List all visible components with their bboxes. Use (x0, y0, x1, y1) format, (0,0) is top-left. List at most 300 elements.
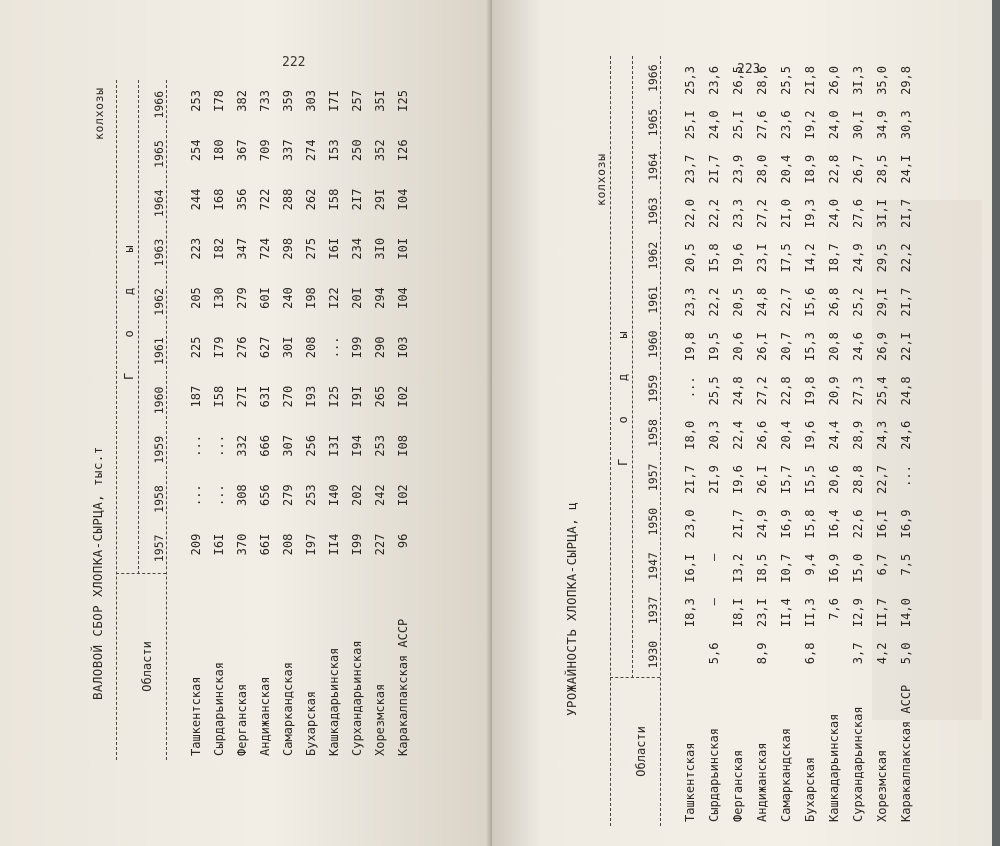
year-header: 1962 (646, 241, 660, 270)
table-cell: 3I0 (372, 237, 387, 260)
table-cell: 24,6 (899, 420, 913, 450)
table-cell: ... (899, 465, 913, 487)
table-cell: I6,I (683, 553, 697, 583)
region-name: Андижанская (755, 742, 769, 822)
yield-table (634, 56, 918, 826)
region-name: Бухарская (303, 690, 318, 756)
year-header: 1958 (646, 419, 660, 447)
table-cell: 24,9 (755, 509, 769, 539)
table-cell: 265 (372, 385, 387, 408)
year-header: 1960 (152, 386, 166, 415)
table-cell: 656 (257, 484, 272, 507)
table-cell: 724 (257, 237, 272, 260)
table-cell: 262 (303, 188, 318, 211)
table-cell: 223 (188, 237, 203, 260)
table-cell: 20,6 (731, 332, 745, 361)
table-cell: 28,6 (755, 66, 769, 95)
table-cell: 627 (257, 336, 272, 359)
table-cell: 20,5 (683, 243, 697, 273)
year-header: 1965 (646, 108, 660, 137)
table-cell: 24,3 (875, 420, 889, 450)
table-cell: 279 (280, 484, 295, 507)
left-page (0, 0, 492, 846)
table-cell: 370 (234, 533, 249, 556)
table-cell: 2I,9 (707, 465, 721, 495)
table-cell: 35I (372, 90, 387, 112)
table-cell: 24,6 (851, 332, 865, 361)
table-row (678, 56, 702, 826)
table-cell: 26,I (755, 332, 769, 361)
group-header: Г о д ы (616, 317, 630, 466)
table-cell: 20I (349, 287, 364, 309)
table-cell: 337 (280, 139, 295, 162)
table-cell: I3I (326, 435, 341, 457)
table-cell: 26,5 (731, 66, 745, 95)
table-cell: I26 (395, 139, 410, 162)
table-cell: 2I,7 (683, 465, 697, 495)
table-cell: I8,9 (803, 154, 817, 184)
region-name: Сырдарьинская (707, 728, 721, 822)
table-cell: I8,7 (827, 243, 841, 273)
rule-top (116, 80, 117, 760)
table-cell: 20,4 (779, 154, 793, 184)
year-header: 1961 (152, 337, 166, 365)
table-cell: 26,8 (827, 287, 841, 317)
region-name: Ферганская (234, 683, 249, 756)
table-cell: 307 (280, 435, 295, 457)
table-cell: 26,7 (851, 154, 865, 184)
table-cell: I6,4 (827, 509, 841, 539)
table-cell: I9,6 (803, 420, 817, 450)
year-header: 1966 (152, 90, 166, 119)
table-cell: I94 (349, 435, 364, 457)
table-cell: 24,9 (851, 243, 865, 273)
table-row (253, 80, 276, 760)
table-cell (678, 633, 702, 677)
right-table-block (540, 46, 990, 826)
table-cell: 276 (234, 336, 249, 359)
table-cell: 275 (303, 237, 318, 260)
table-cell: ... (211, 435, 226, 457)
table-cell: I6,I (875, 509, 889, 539)
table-cell: 352 (372, 139, 387, 162)
table-cell: 25,I (731, 110, 745, 140)
table-cell: 25,5 (779, 66, 793, 95)
left-table-block (82, 60, 412, 760)
table-cell: 20,3 (707, 420, 721, 450)
table-cell: 733 (257, 90, 272, 112)
table-cell: 294 (372, 287, 387, 309)
year-header: 1937 (646, 596, 660, 625)
table-cell: I6,9 (827, 553, 841, 583)
table-cell: 6,8 (803, 642, 817, 665)
table-cell: II,3 (803, 598, 817, 628)
table-cell: 2I,8 (803, 66, 817, 95)
table-cell: 208 (303, 336, 318, 359)
table-cell (774, 633, 798, 677)
table-cell: 27,3 (851, 376, 865, 406)
harvest-table (140, 80, 414, 760)
unit-note: колхозы (92, 87, 106, 140)
year-header: 1950 (646, 507, 660, 536)
table-cell: 24,0 (707, 110, 721, 140)
table-cell: I9,8 (803, 376, 817, 406)
year-header: 1964 (646, 153, 660, 181)
table-cell: I9,6 (731, 465, 745, 495)
year-header: 1962 (152, 288, 166, 316)
table-cell: 270 (280, 385, 295, 408)
table-cell: 22,6 (851, 509, 865, 539)
table-cell: 28,5 (875, 154, 889, 184)
table-row (726, 56, 750, 826)
table-cell: 7,6 (827, 598, 841, 620)
year-header: 1959 (646, 374, 660, 403)
table-row (702, 56, 726, 826)
table-cell: 20,4 (779, 420, 793, 450)
table-cell: 22,8 (827, 154, 841, 184)
table-cell: 27,6 (755, 110, 769, 140)
table-cell: I22 (326, 287, 341, 309)
table-cell: I6I (211, 533, 226, 556)
table-cell: I9,3 (803, 199, 817, 228)
table-cell: I8,0 (683, 420, 697, 450)
table-cell: 29,8 (899, 66, 913, 95)
table-cell: ... (326, 336, 341, 359)
table-cell: I0,7 (779, 553, 793, 583)
table-cell: 24,8 (731, 376, 745, 406)
table-cell: 9,4 (803, 553, 817, 576)
table-cell: 24,8 (899, 376, 913, 406)
table-cell: 256 (303, 435, 318, 457)
table-cell: 30,I (851, 110, 865, 140)
table-cell: 29,5 (875, 243, 889, 273)
table-cell: 2I7 (349, 188, 364, 211)
table-cell: 4,2 (875, 642, 889, 665)
table-cell: 23,3 (683, 287, 697, 317)
table-cell: 279 (234, 287, 249, 309)
table-cell: 25,5 (707, 376, 721, 406)
table-cell: I4,2 (803, 243, 817, 273)
year-header: 1965 (152, 140, 166, 168)
table-cell: 722 (257, 188, 272, 211)
rule-top (610, 56, 611, 826)
year-header: 1963 (152, 238, 166, 267)
table-cell: ... (188, 484, 203, 507)
table-cell: I53 (326, 139, 341, 162)
year-header: 1961 (646, 286, 660, 314)
table-cell: I80 (211, 139, 226, 162)
unit-note: колхозы (594, 153, 608, 206)
table-cell: I78 (211, 90, 226, 112)
table-cell: 303 (303, 90, 318, 112)
table-cell: 347 (234, 237, 249, 260)
table-cell: 24,4 (827, 420, 841, 450)
table-cell: I03 (395, 336, 410, 359)
table-cell: I9,8 (683, 332, 697, 361)
region-name: Хорезмская (372, 683, 387, 756)
book-edge (992, 0, 1000, 846)
table-cell: I6,9 (899, 509, 913, 539)
table-cell: 22,I (899, 332, 913, 361)
table-cell: 29,I (875, 287, 889, 317)
table-row (230, 80, 253, 760)
table-row (299, 80, 322, 760)
table-cell: I9I (349, 385, 364, 408)
table-cell: I25 (326, 385, 341, 408)
table-cell: 27,2 (755, 376, 769, 406)
year-header: 1964 (152, 189, 166, 218)
year-header: 1957 (646, 463, 660, 492)
table-cell: I25 (395, 90, 410, 112)
table-cell: 274 (303, 139, 318, 162)
table-cell: 27I (234, 385, 249, 408)
table-cell: 359 (280, 90, 295, 112)
page-number: 222 (282, 55, 306, 70)
table-cell: 22,2 (707, 287, 721, 317)
table-cell: 23,0 (683, 509, 697, 539)
table-cell: 35,0 (875, 66, 889, 95)
table-cell: I58 (211, 385, 226, 408)
table-cell: 5,0 (899, 642, 913, 665)
table-cell: I5,7 (779, 465, 793, 495)
table-cell: I79 (211, 336, 226, 359)
page-number: 223 (737, 62, 761, 77)
table-row (322, 80, 345, 760)
table-cell: ... (211, 484, 226, 507)
table-cell: 25,2 (851, 287, 865, 317)
rule-group (138, 80, 139, 574)
table-cell: I6I (326, 237, 341, 260)
table-cell: 29I (372, 188, 387, 211)
table-cell: I0I (395, 237, 410, 260)
table-row (391, 80, 414, 760)
table-cell: I9,5 (707, 332, 721, 361)
table-cell: I93 (303, 385, 318, 408)
table-cell: 227 (372, 533, 387, 556)
table-cell: 30,3 (899, 110, 913, 140)
table-cell: 26,6 (755, 420, 769, 450)
table-cell: 240 (280, 287, 295, 309)
table-row (276, 80, 299, 760)
table-cell: I2,9 (851, 598, 865, 628)
region-name: Ташкентская (188, 676, 203, 756)
table-row (870, 56, 894, 826)
region-name: Кашкадарьинская (326, 647, 341, 756)
table-cell: 28,8 (851, 465, 865, 495)
table-cell: II4 (326, 533, 341, 556)
table-cell: I82 (211, 237, 226, 260)
region-name: Кашкадарьинская (827, 713, 841, 822)
table-cell: 96 (395, 533, 410, 549)
table-cell: I9,2 (803, 110, 817, 140)
table-cell: 250 (349, 139, 364, 162)
table-cell: 66I (257, 533, 272, 556)
table-cell: 27,2 (755, 199, 769, 228)
region-name: Каракалпакская АССР (395, 618, 410, 756)
table-cell: I5,5 (803, 465, 817, 495)
table-cell: 298 (280, 237, 295, 260)
table-cell: 205 (188, 287, 203, 309)
table-cell (822, 633, 846, 677)
table-cell: I68 (211, 188, 226, 211)
year-header: 1959 (152, 435, 166, 464)
table-cell: 23,7 (683, 154, 697, 184)
table-cell: 308 (234, 484, 249, 507)
table-cell: I99 (349, 336, 364, 359)
table-row (822, 56, 846, 826)
region-name: Сурхандарьинская (349, 640, 364, 756)
table-cell: 187 (188, 385, 203, 408)
table-cell: 3I,3 (851, 66, 865, 95)
region-name: Ташкентская (683, 742, 697, 822)
table-cell: 2I,7 (899, 287, 913, 317)
region-header: Области (634, 726, 648, 777)
group-header: Г о д ы (122, 231, 136, 380)
table-cell: I58 (326, 188, 341, 211)
table-cell: I99 (349, 533, 364, 556)
table-cell: I5,8 (803, 509, 817, 539)
table-cell: 332 (234, 435, 249, 457)
table-cell: I4,0 (899, 598, 913, 628)
table-cell: 382 (234, 90, 249, 112)
year-header: 1930 (646, 640, 660, 669)
table-cell: 20,7 (779, 332, 793, 361)
table-cell: 22,2 (707, 199, 721, 228)
table-cell: 24,I (899, 154, 913, 184)
table-cell: II,4 (779, 598, 793, 628)
table-cell: I04 (395, 287, 410, 309)
table-row (774, 56, 798, 826)
region-name: Самаркандская (280, 662, 295, 756)
table-cell: 2I,7 (731, 509, 745, 539)
table-cell: 24,0 (827, 110, 841, 140)
year-header: 1947 (646, 552, 660, 580)
table-cell: I7I (326, 90, 341, 112)
table-cell: I04 (395, 188, 410, 211)
table-cell: I8,3 (683, 598, 697, 628)
table-cell: 253 (188, 90, 203, 112)
table-cell: 28,0 (755, 154, 769, 184)
table-cell: 666 (257, 435, 272, 457)
table-cell: 22,0 (683, 199, 697, 228)
table-cell: 288 (280, 188, 295, 211)
region-name: Сурхандарьинская (851, 706, 865, 822)
table-cell: 23,I (755, 243, 769, 273)
table-cell: 202 (349, 484, 364, 507)
table-cell: I97 (303, 533, 318, 556)
table-cell: I98 (303, 287, 318, 309)
table-cell: 257 (349, 90, 364, 112)
table-cell: I40 (326, 484, 341, 507)
table-cell: 26,9 (875, 332, 889, 361)
table-cell: 22,4 (731, 420, 745, 450)
table-cell: 244 (188, 188, 203, 211)
table-cell: ... (188, 435, 203, 457)
table-cell: 34,9 (875, 110, 889, 140)
table-row (750, 56, 774, 826)
table-cell: 23,I (755, 598, 769, 628)
table-cell: 253 (303, 484, 318, 507)
table-cell: 22,7 (875, 465, 889, 495)
table-cell: I8,I (731, 598, 745, 628)
table-cell (702, 499, 726, 543)
table-cell: 23,9 (731, 154, 745, 184)
table-cell: I5,8 (707, 243, 721, 273)
table-cell: 3I,I (875, 199, 889, 228)
table-cell: ... (683, 376, 697, 399)
table-cell: 24,8 (755, 287, 769, 317)
region-name: Андижанская (257, 676, 272, 756)
table-cell: 25,3 (683, 66, 697, 95)
table-row (345, 80, 368, 760)
table-row (184, 80, 207, 760)
table-cell: 2I,0 (779, 199, 793, 228)
table-cell: 5,6 (707, 642, 721, 665)
table-cell: I7,5 (779, 243, 793, 273)
table-cell: 8,9 (755, 642, 769, 665)
table-row (894, 56, 918, 826)
region-name: Бухарская (803, 756, 817, 822)
table-cell: 22,2 (899, 243, 913, 273)
table-cell: 26,0 (827, 66, 841, 95)
table-cell: 2I,7 (899, 199, 913, 228)
table-cell: 25,I (683, 110, 697, 140)
year-header: 1957 (152, 534, 166, 563)
table-cell: I30 (211, 287, 226, 309)
table-cell: I5,0 (851, 553, 865, 583)
table-cell: 25,4 (875, 376, 889, 406)
table-cell: I5,6 (803, 287, 817, 317)
table-cell: 253 (372, 435, 387, 457)
table-cell: I02 (395, 385, 410, 408)
region-name: Ферганская (731, 749, 745, 822)
table-cell: 20,5 (731, 287, 745, 317)
table-cell: 367 (234, 139, 249, 162)
table-row (207, 80, 230, 760)
table-cell: 3,7 (851, 642, 865, 665)
table-cell: 26,I (755, 465, 769, 495)
year-header: 1960 (646, 330, 660, 359)
table-cell: 254 (188, 139, 203, 162)
table-cell: 27,6 (851, 199, 865, 228)
year-header: 1963 (646, 197, 660, 226)
table-cell: 709 (257, 139, 272, 162)
table-cell: 242 (372, 484, 387, 507)
table-cell: 20,8 (827, 332, 841, 361)
region-name: Сырдарьинская (211, 662, 226, 756)
year-header: 1958 (152, 485, 166, 513)
table-cell: 7,5 (899, 553, 913, 576)
table-cell: 23,6 (779, 110, 793, 140)
region-header: Области (140, 641, 154, 692)
table-cell: 290 (372, 336, 387, 359)
table-cell: I08 (395, 435, 410, 457)
table-cell: 20,6 (827, 465, 841, 495)
region-name: Хорезмская (875, 749, 889, 822)
table-cell: 23,3 (731, 199, 745, 228)
table-cell: 225 (188, 336, 203, 359)
table-cell: I5,3 (803, 332, 817, 361)
table-cell: 208 (280, 533, 295, 556)
region-name: Самаркандская (779, 728, 793, 822)
table-cell: – (707, 598, 721, 606)
table-cell: II,7 (875, 598, 889, 628)
right-page (492, 0, 992, 846)
table-cell: 356 (234, 188, 249, 211)
year-header: 1966 (646, 64, 660, 93)
table-cell: 24,0 (827, 199, 841, 228)
table-cell: 60I (257, 287, 272, 309)
